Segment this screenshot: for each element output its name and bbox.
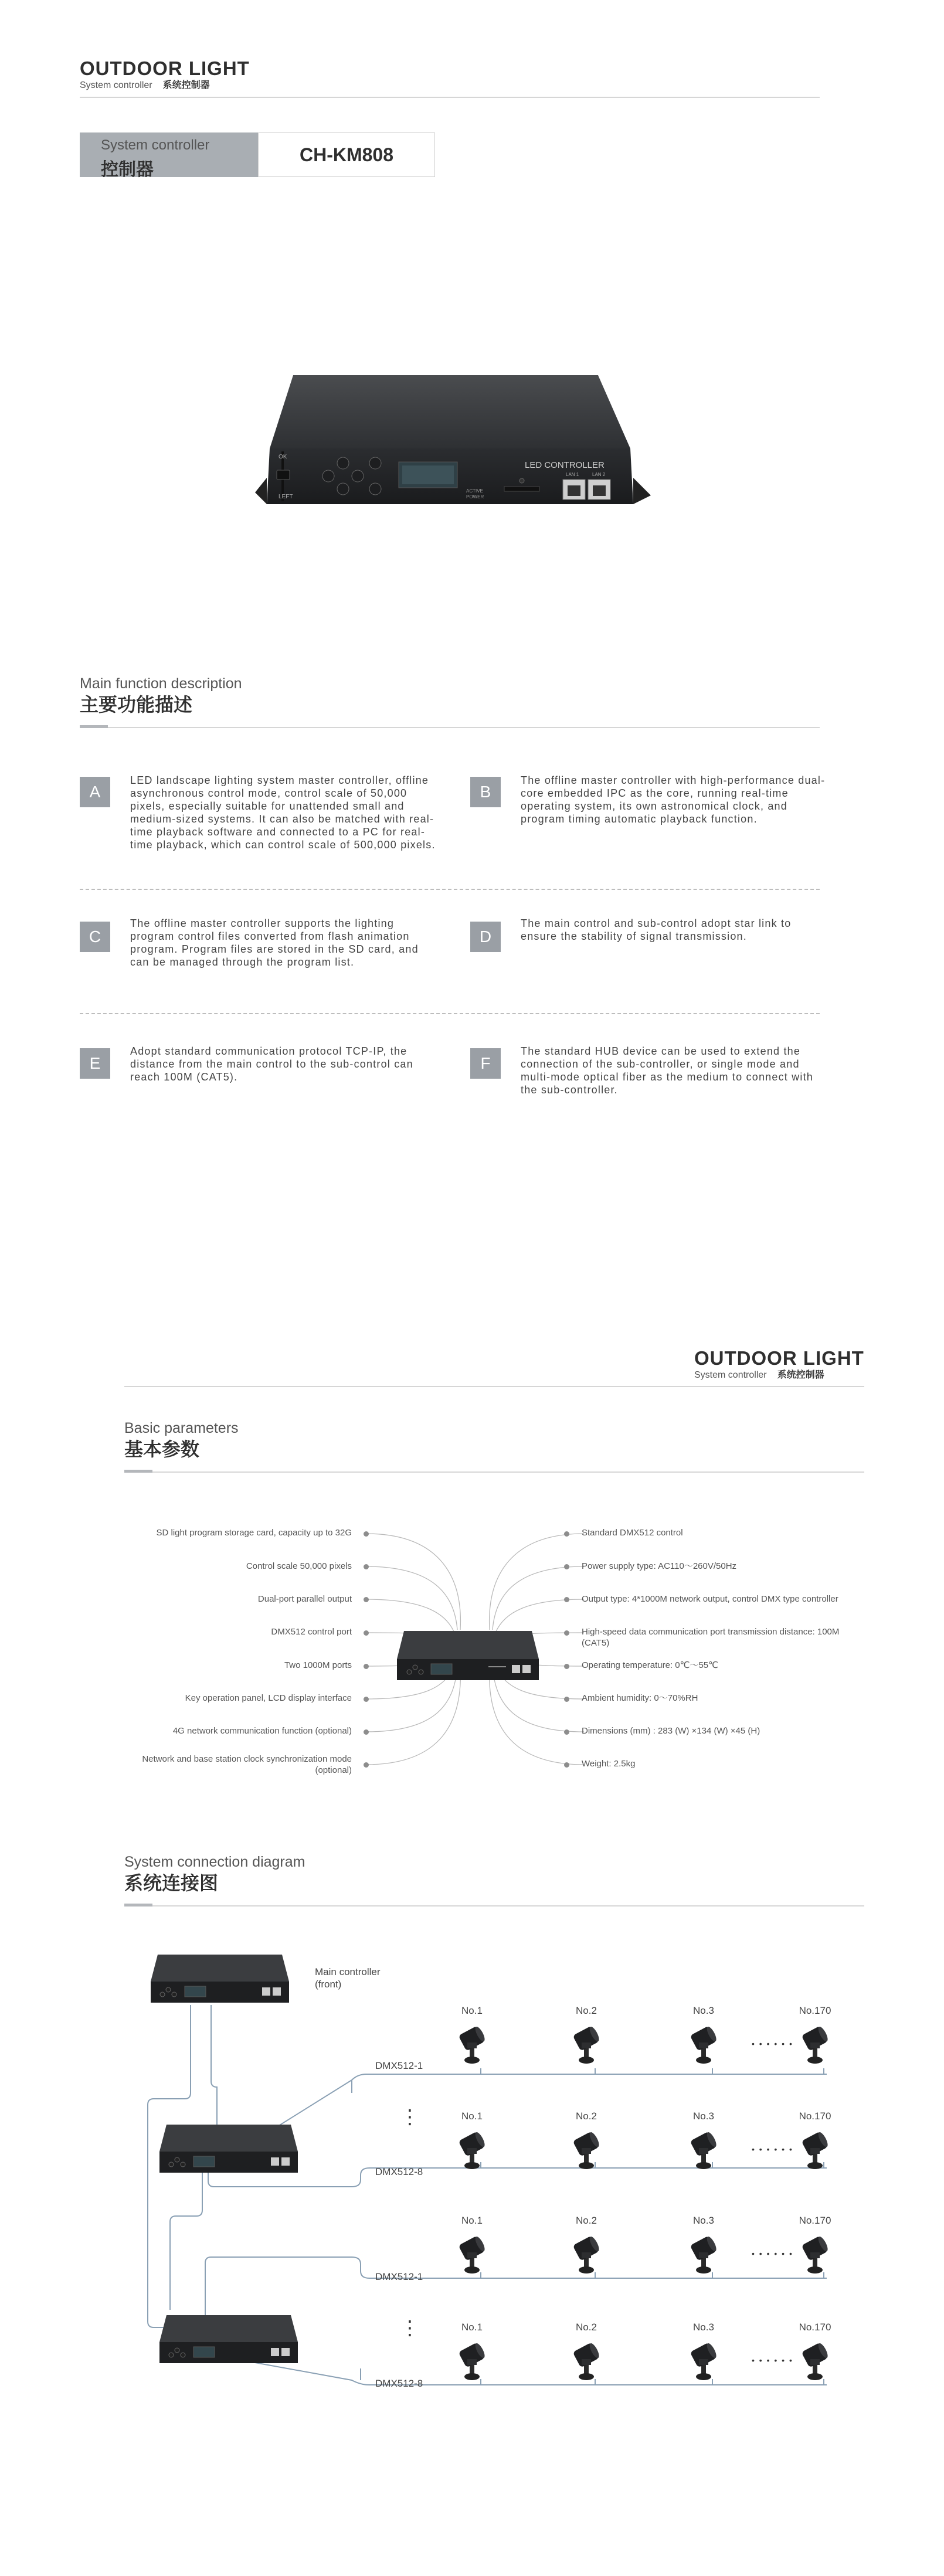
spotlight-icon bbox=[569, 2127, 604, 2174]
sub-controller-1-image bbox=[158, 2122, 299, 2176]
feature-text-f: The standard HUB device can be used to extend the connection of the sub-controller, or single mode and multi-mode optical fiber as the medium to connect with the sub-controller. bbox=[521, 1045, 813, 1096]
lamp-number-label: No.170 bbox=[799, 2111, 831, 2122]
feature-badge-c: C bbox=[80, 922, 110, 952]
param-right-8: Weight: 2.5kg bbox=[582, 1759, 636, 1769]
lamp-ellipsis: • • • • • • bbox=[752, 2356, 793, 2365]
spotlight-icon bbox=[686, 2338, 721, 2385]
lamp-number-label: No.170 bbox=[799, 2215, 831, 2226]
spotlight-icon bbox=[686, 2231, 721, 2279]
param-left-2: Control scale 50,000 pixels bbox=[246, 1561, 352, 1571]
sd-slot bbox=[504, 487, 539, 491]
param-right-dot-3 bbox=[564, 1597, 569, 1602]
param-left-8: Network and base station clock synchronization mode (optional) bbox=[142, 1754, 352, 1775]
param-left-7: 4G network communication function (optional) bbox=[172, 1726, 352, 1736]
functions-divider bbox=[80, 727, 820, 728]
header2-divider bbox=[124, 1386, 864, 1387]
device-top-surface bbox=[270, 375, 630, 448]
feature-text-a: LED landscape lighting system master controller, offline asynchronous control mode, control scale of 50,000 pixels, especially suitable for unattended small and medium-sized systems. It can also be matched with real-time playback software and connected to a PC for real-time playback, which can control scale of 500,000 pixels. bbox=[130, 774, 436, 851]
feature-badge-d: D bbox=[470, 922, 501, 952]
spotlight-icon bbox=[454, 2231, 490, 2279]
param-left-dot-1 bbox=[364, 1531, 369, 1537]
lamp-number-label: No.1 bbox=[461, 2215, 483, 2226]
main-controller-label: Main controller (front) bbox=[315, 1966, 381, 1990]
spotlight-icon bbox=[797, 2127, 833, 2174]
param-left-dot-2 bbox=[364, 1564, 369, 1569]
lamp-number-label: No.3 bbox=[693, 2005, 714, 2016]
param-left-dot-7 bbox=[364, 1729, 369, 1735]
lamp-number-label: No.170 bbox=[799, 2322, 831, 2333]
feature-text-c: The offline master controller supports the lighting program control files converted from flash animation program. Program files are stored in the SD card, and can be managed through the program list. bbox=[130, 917, 419, 968]
product-category-zh: 控制器 bbox=[101, 160, 154, 179]
lamp-number-label: No.2 bbox=[576, 2111, 597, 2122]
diagram-accent bbox=[124, 1904, 152, 1906]
feature-text-d: The main control and sub-control adopt star link to ensure the stability of signal transmission. bbox=[521, 917, 792, 942]
product-category-en: System controller bbox=[101, 137, 210, 153]
param-right-5: Operating temperature: 0℃～55℃ bbox=[582, 1660, 718, 1670]
brand-title-2: OUTDOOR LIGHT bbox=[694, 1347, 864, 1369]
diagram-title-en: System connection diagram bbox=[124, 1854, 305, 1870]
spotlight-icon bbox=[569, 2021, 604, 2069]
spotlight-icon bbox=[686, 2127, 721, 2174]
up-key bbox=[337, 457, 349, 469]
param-right-dot-7 bbox=[564, 1729, 569, 1735]
brand-subtitle-zh: 系统控制器 bbox=[162, 80, 210, 90]
lamp-number-label: No.1 bbox=[461, 2005, 483, 2016]
params-accent bbox=[124, 1470, 152, 1473]
main-controller-image bbox=[150, 1952, 290, 2006]
param-right-dot-6 bbox=[564, 1697, 569, 1702]
svg-text:ACTIVE: ACTIVE bbox=[466, 488, 483, 494]
functions-title-zh: 主要功能描述 bbox=[80, 694, 193, 715]
lamp-number-label: No.2 bbox=[576, 2322, 597, 2333]
param-right-3: Output type: 4*1000M network output, control DMX type controller bbox=[582, 1594, 838, 1604]
brand-title: OUTDOOR LIGHT bbox=[80, 57, 250, 79]
lamp-number-label: No.3 bbox=[693, 2111, 714, 2122]
param-right-1: Standard DMX512 control bbox=[582, 1528, 683, 1538]
feature-row-divider bbox=[80, 1013, 820, 1014]
lamp-ellipsis: • • • • • • bbox=[752, 2249, 793, 2258]
brand-subtitle-2-zh: 系统控制器 bbox=[777, 1370, 824, 1380]
param-left-6: Key operation panel, LCD display interface bbox=[185, 1693, 352, 1703]
params-divider bbox=[124, 1471, 864, 1473]
param-left-dot-3 bbox=[364, 1597, 369, 1602]
spotlight-icon bbox=[454, 2021, 490, 2069]
brand-subtitle-2 bbox=[694, 1367, 824, 1381]
screen-brand-label: LED CONTROLLER bbox=[525, 460, 605, 470]
dmx-label: DMX512-8 bbox=[375, 2166, 423, 2177]
ok-label: OK bbox=[279, 454, 287, 460]
svg-text:LAN 1: LAN 1 bbox=[566, 472, 579, 477]
group-vertical-ellipsis: ⋮ bbox=[400, 2106, 420, 2128]
device-left-bracket bbox=[255, 478, 267, 504]
lamp-number-label: No.1 bbox=[461, 2111, 483, 2122]
param-right-dot-4 bbox=[564, 1630, 569, 1636]
diagram-title-zh: 系统连接图 bbox=[124, 1872, 219, 1894]
lamp-ellipsis: • • • • • • bbox=[752, 2039, 793, 2048]
param-left-4: DMX512 control port bbox=[271, 1627, 352, 1637]
svg-text:POWER: POWER bbox=[466, 494, 484, 499]
params-device-image bbox=[395, 1629, 541, 1683]
spotlight-icon bbox=[569, 2338, 604, 2385]
group-vertical-ellipsis: ⋮ bbox=[400, 2317, 420, 2339]
diagram-divider bbox=[124, 1905, 864, 1906]
feature-text-e: Adopt standard communication protocol TCP-IP, the distance from the main control to the sub-control can reach 100M (CAT5). bbox=[130, 1045, 413, 1083]
lamp-ellipsis: • • • • • • bbox=[752, 2145, 793, 2154]
param-left-1: SD light program storage card, capacity up to 32G bbox=[156, 1528, 352, 1538]
down-key bbox=[337, 483, 349, 495]
lamp-number-label: No.2 bbox=[576, 2215, 597, 2226]
functions-accent bbox=[80, 725, 108, 728]
param-left-dot-8 bbox=[364, 1762, 369, 1768]
param-right-dot-5 bbox=[564, 1664, 569, 1669]
param-left-5: Two 1000M ports bbox=[284, 1660, 352, 1670]
param-left-dot-4 bbox=[364, 1630, 369, 1636]
feature-badge-e: E bbox=[80, 1048, 110, 1079]
device-right-bracket bbox=[633, 478, 651, 504]
brand-subtitle bbox=[80, 77, 210, 91]
spotlight-icon bbox=[797, 2231, 833, 2279]
param-right-2: Power supply type: AC110～260V/50Hz bbox=[582, 1561, 737, 1571]
spotlight-icon bbox=[569, 2231, 604, 2279]
lamp-number-label: No.3 bbox=[693, 2215, 714, 2226]
svg-text:LAN 2: LAN 2 bbox=[592, 472, 606, 477]
product-model: CH-KM808 bbox=[258, 132, 435, 177]
feature-badge-b: B bbox=[470, 777, 501, 807]
feature-badge-a: A bbox=[80, 777, 110, 807]
params-title-en: Basic parameters bbox=[124, 1420, 239, 1436]
right-key bbox=[352, 470, 364, 482]
lamp-number-label: No.1 bbox=[461, 2322, 483, 2333]
dmx-label: DMX512-8 bbox=[375, 2378, 423, 2389]
left-label: LEFT bbox=[279, 494, 293, 500]
dmx-label: DMX512-1 bbox=[375, 2271, 423, 2282]
brand-subtitle-2-en: System controller bbox=[694, 1370, 767, 1380]
spotlight-icon bbox=[797, 2021, 833, 2069]
param-right-dot-1 bbox=[564, 1531, 569, 1537]
feature-badge-f: F bbox=[470, 1048, 501, 1079]
controller-device-image bbox=[246, 369, 657, 516]
param-right-4: High-speed data communication port transmission distance: 100M (CAT5) bbox=[582, 1627, 840, 1648]
param-left-dot-5 bbox=[364, 1664, 369, 1669]
feature-text-b: The offline master controller with high-performance dual-core embedded IPC as the core, running real-time operating system, its own astronomical clock, and program timing automatic playback function. bbox=[521, 774, 826, 825]
param-right-dot-8 bbox=[564, 1762, 569, 1768]
spotlight-icon bbox=[686, 2021, 721, 2069]
functions-title-en: Main function description bbox=[80, 675, 242, 692]
header-divider bbox=[80, 97, 820, 98]
left-key bbox=[322, 470, 334, 482]
spotlight-icon bbox=[454, 2127, 490, 2174]
brand-subtitle-en: System controller bbox=[80, 80, 152, 90]
param-right-dot-2 bbox=[564, 1564, 569, 1569]
dmx-label: DMX512-1 bbox=[375, 2060, 423, 2071]
param-left-3: Dual-port parallel output bbox=[257, 1594, 352, 1604]
spotlight-icon bbox=[797, 2338, 833, 2385]
params-title-zh: 基本参数 bbox=[124, 1439, 200, 1460]
feature-row-divider bbox=[80, 889, 820, 890]
param-left-dot-6 bbox=[364, 1697, 369, 1702]
spotlight-icon bbox=[454, 2338, 490, 2385]
sub-controller-2-image bbox=[158, 2313, 299, 2367]
param-right-6: Ambient humidity: 0～70%RH bbox=[582, 1693, 698, 1703]
lamp-number-label: No.2 bbox=[576, 2005, 597, 2016]
param-right-7: Dimensions (mm) : 283 (W) ×134 (W) ×45 (H) bbox=[582, 1726, 760, 1736]
lamp-number-label: No.170 bbox=[799, 2005, 831, 2016]
lamp-number-label: No.3 bbox=[693, 2322, 714, 2333]
product-category-tab bbox=[80, 132, 258, 177]
